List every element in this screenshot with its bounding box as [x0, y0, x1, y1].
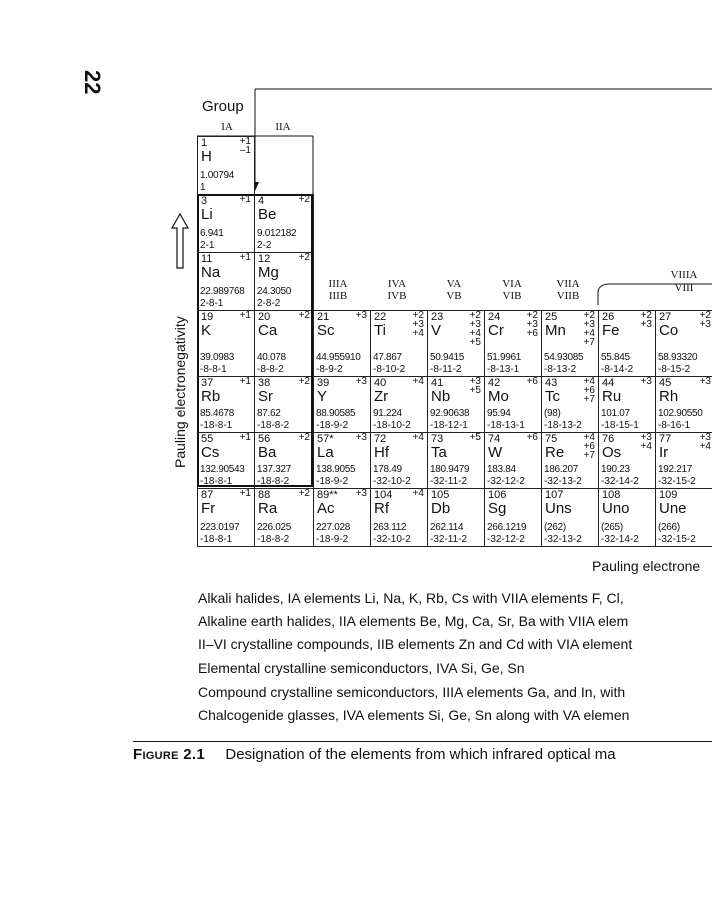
element-cell-mg — [254, 252, 314, 311]
oxidation-states: +3 +4 — [640, 432, 652, 452]
atomic-mass: 91.224 — [373, 408, 402, 419]
oxidation-states: +4 +6 +7 — [583, 432, 595, 461]
element-symbol: Na — [201, 264, 221, 281]
element-number: 77 — [659, 433, 672, 445]
element-symbol: Nb — [431, 388, 451, 405]
oxidation-states: +3 +4 — [699, 432, 711, 452]
atomic-mass: 138.9055 — [316, 464, 356, 475]
element-cell-ti — [370, 310, 428, 377]
atomic-mass: 9.012182 — [257, 228, 297, 239]
element-cell-rb — [197, 376, 255, 433]
group-VIB: VIB — [502, 290, 522, 302]
element-number: 42 — [488, 377, 501, 389]
electron-config: -8-13-2 — [544, 364, 577, 375]
oxidation-states: +3 — [355, 488, 367, 499]
element-cell-ba — [254, 432, 314, 489]
element-number: 75 — [545, 433, 558, 445]
figure-label: Figure 2.1 — [133, 746, 206, 763]
oxidation-states: +1 — [239, 432, 251, 443]
atomic-mass: 262.114 — [430, 522, 464, 533]
element-symbol: Zr — [374, 388, 389, 405]
element-number: 106 — [488, 489, 507, 501]
atomic-mass: 40.078 — [257, 352, 286, 363]
element-number: 41 — [431, 377, 444, 389]
element-symbol: Mg — [258, 264, 279, 281]
oxidation-states: +4 — [412, 432, 424, 443]
element-cell-ra — [254, 488, 314, 547]
element-cell-uns — [541, 488, 599, 547]
atomic-mass: 47.867 — [373, 352, 402, 363]
electron-config: -8-11-2 — [430, 364, 462, 375]
element-number: 12 — [258, 253, 271, 265]
electron-config: 2-1 — [200, 240, 215, 251]
atomic-mass: 54.93085 — [544, 352, 584, 363]
element-symbol: V — [431, 322, 442, 339]
element-symbol: Ba — [258, 444, 277, 461]
electron-config: 2-8-1 — [200, 298, 224, 309]
electron-config: -32-10-2 — [373, 534, 411, 545]
element-symbol: Rb — [201, 388, 221, 405]
element-symbol: Ca — [258, 322, 278, 339]
electron-config: -32-13-2 — [544, 476, 582, 487]
element-number: 37 — [201, 377, 214, 389]
atomic-mass: 95.94 — [487, 408, 511, 419]
group-VB: VB — [446, 290, 462, 302]
electron-config: -18-8-1 — [200, 534, 233, 545]
oxidation-states: +4 +6 +7 — [583, 376, 595, 405]
atomic-mass: 137.327 — [257, 464, 292, 475]
oxidation-states: +1 –1 — [239, 136, 251, 156]
caption-line-1: Alkali halides, IA elements Li, Na, K, Rb, Cs with VIIA elements F, Cl, — [198, 590, 624, 606]
atomic-mass: 39.0983 — [200, 352, 235, 363]
electron-config: -8-13-1 — [487, 364, 520, 375]
oxidation-states: +3 — [640, 376, 652, 387]
atomic-mass: 44.955910 — [316, 352, 361, 363]
element-symbol: Cs — [201, 444, 220, 461]
caption-line-4: Elemental crystalline semiconductors, IVA Si, Ge, Sn — [198, 660, 525, 676]
group-label: Group — [202, 98, 244, 115]
element-symbol: Rf — [374, 500, 389, 517]
group-IIA: IIA — [275, 121, 291, 133]
electron-config: -32-12-2 — [487, 476, 525, 487]
element-symbol: Ir — [659, 444, 669, 461]
electron-config: -8-16-1 — [658, 420, 691, 431]
element-number: 19 — [201, 311, 214, 323]
element-cell-fr — [197, 488, 255, 547]
element-symbol: Fe — [602, 322, 620, 339]
element-cell-li — [197, 194, 255, 253]
caption-line-5: Compound crystalline semiconductors, IIIA elements Ga, and In, with — [198, 684, 626, 700]
electron-config: 1 — [200, 182, 206, 193]
element-cell-uno — [598, 488, 656, 547]
element-cell-mo — [484, 376, 542, 433]
atomic-mass: (262) — [544, 522, 566, 533]
element-number: 43 — [545, 377, 558, 389]
element-number: 40 — [374, 377, 387, 389]
element-symbol: Hf — [374, 444, 389, 461]
element-cell-y — [313, 376, 371, 433]
element-number: 27 — [659, 311, 672, 323]
element-number: 87 — [201, 489, 214, 501]
caption-line-6: Chalcogenide glasses, IVA elements Si, Ge, Sn along with VA elemen — [198, 707, 630, 723]
atomic-mass: 22.989768 — [200, 286, 245, 297]
oxidation-states: +4 — [412, 376, 424, 387]
element-cell-k — [197, 310, 255, 377]
element-cell-h — [197, 136, 255, 195]
electron-config: -8-15-2 — [658, 364, 691, 375]
atomic-mass: 266.1219 — [487, 522, 527, 533]
oxidation-states: +2 — [298, 488, 310, 499]
element-cell-nb — [427, 376, 485, 433]
atomic-mass: 101.07 — [601, 408, 630, 419]
electron-config: -18-8-1 — [200, 476, 233, 487]
element-symbol: Os — [602, 444, 622, 461]
element-cell-v — [427, 310, 485, 377]
atomic-mass: 190.23 — [601, 464, 630, 475]
atomic-mass: 88.90585 — [316, 408, 356, 419]
group-VIA: VIA — [502, 278, 522, 290]
element-cell-rf — [370, 488, 428, 547]
atomic-mass: 132.90543 — [200, 464, 245, 475]
atomic-mass: (98) — [544, 408, 561, 419]
element-number: 23 — [431, 311, 444, 323]
element-number: 4 — [258, 195, 265, 207]
oxidation-states: +1 — [239, 376, 251, 387]
element-number: 105 — [431, 489, 450, 501]
element-number: 22 — [374, 311, 387, 323]
oxidation-states: +2 +3 +4 +7 — [583, 310, 595, 348]
atomic-mass: (266) — [658, 522, 680, 533]
electron-config: -32-12-2 — [487, 534, 525, 545]
atomic-mass: 6.941 — [200, 228, 224, 239]
element-number: 104 — [374, 489, 393, 501]
group-VIIA: VIIA — [556, 278, 580, 290]
electron-config: -18-9-2 — [316, 534, 349, 545]
group-IIIA: IIIA — [328, 278, 348, 290]
oxidation-states: +5 — [469, 432, 481, 443]
oxidation-states: +2 +3 +6 — [526, 310, 538, 339]
atomic-mass: 92.90638 — [430, 408, 470, 419]
oxidation-states: +1 — [239, 488, 251, 499]
element-symbol: Une — [659, 500, 687, 517]
element-symbol: Ti — [374, 322, 386, 339]
element-cell-sr — [254, 376, 314, 433]
oxidation-states: +2 +3 +4 — [412, 310, 424, 339]
oxidation-states: +3 +5 — [469, 376, 481, 396]
atomic-mass: 58.93320 — [658, 352, 698, 363]
element-number: 74 — [488, 433, 501, 445]
element-cell-fe — [598, 310, 656, 377]
oxidation-states: +3 — [699, 376, 711, 387]
element-number: 44 — [602, 377, 615, 389]
element-cell-cs — [197, 432, 255, 489]
element-cell-w — [484, 432, 542, 489]
oxidation-states: +6 — [526, 376, 538, 387]
electron-config: 2-8-2 — [257, 298, 281, 309]
element-number: 3 — [201, 195, 208, 207]
atomic-mass: 223.0197 — [200, 522, 240, 533]
electron-config: -8-9-2 — [316, 364, 343, 375]
element-cell-sc — [313, 310, 371, 377]
atomic-mass: 102.90550 — [658, 408, 703, 419]
element-symbol: Tc — [545, 388, 560, 405]
electron-config: -32-15-2 — [658, 476, 696, 487]
oxidation-states: +4 — [412, 488, 424, 499]
oxidation-states: +3 — [355, 310, 367, 321]
oxidation-states: +2 — [298, 432, 310, 443]
element-cell-ca — [254, 310, 314, 377]
element-symbol: Mn — [545, 322, 566, 339]
group-IA: IA — [221, 121, 233, 133]
element-symbol: W — [488, 444, 503, 461]
element-number: 109 — [659, 489, 678, 501]
element-cell-ru — [598, 376, 656, 433]
element-cell-os — [598, 432, 656, 489]
element-symbol: La — [317, 444, 334, 461]
group-VIIB: VIIB — [556, 290, 580, 302]
element-number: 21 — [317, 311, 330, 323]
atomic-mass: 226.025 — [257, 522, 292, 533]
group-IVB: IVB — [387, 290, 407, 302]
element-symbol: K — [201, 322, 212, 339]
group-IVA: IVA — [387, 278, 407, 290]
element-cell-db — [427, 488, 485, 547]
figure-text: Designation of the elements from which infrared optical ma — [225, 746, 616, 763]
oxidation-states: +2 +3 — [640, 310, 652, 330]
electron-config: -32-15-2 — [658, 534, 696, 545]
electron-config: -32-13-2 — [544, 534, 582, 545]
element-cell-co — [655, 310, 712, 377]
electron-config: -18-8-2 — [257, 534, 290, 545]
caption-line-3: II–VI crystalline compounds, IIB elements Zn and Cd with VIA element — [198, 636, 633, 652]
electron-config: -18-12-1 — [430, 420, 468, 431]
x-axis-label: Pauling electrone — [592, 558, 701, 574]
element-number: 57* — [317, 433, 334, 445]
atomic-mass: 192.217 — [658, 464, 693, 475]
atomic-mass: 24.3050 — [257, 286, 292, 297]
atomic-mass: (265) — [601, 522, 623, 533]
element-cell-hf — [370, 432, 428, 489]
element-symbol: Fr — [201, 500, 216, 517]
element-symbol: Y — [317, 388, 328, 405]
atomic-mass: 55.845 — [601, 352, 630, 363]
atomic-mass: 227.028 — [316, 522, 351, 533]
element-cell-na — [197, 252, 255, 311]
atomic-mass: 186.207 — [544, 464, 579, 475]
element-symbol: Sr — [258, 388, 273, 405]
element-symbol: Be — [258, 206, 277, 223]
electron-config: -32-14-2 — [601, 534, 639, 545]
element-number: 56 — [258, 433, 271, 445]
element-symbol: H — [201, 148, 212, 165]
electron-config: -18-9-2 — [316, 420, 349, 431]
element-cell-zr — [370, 376, 428, 433]
atomic-mass: 85.4678 — [200, 408, 235, 419]
oxidation-states: +3 — [355, 432, 367, 443]
oxidation-states: +2 — [298, 376, 310, 387]
element-number: 73 — [431, 433, 444, 445]
oxidation-states: +1 — [239, 310, 251, 321]
group-VA: VA — [446, 278, 462, 290]
element-number: 26 — [602, 311, 615, 323]
oxidation-states: +2 — [298, 252, 310, 263]
atomic-mass: 183.84 — [487, 464, 516, 475]
y-axis-label: Pauling electronegativity — [172, 316, 188, 468]
oxidation-states: +2 +3 +4 +5 — [469, 310, 481, 348]
atomic-mass: 1.00794 — [200, 170, 235, 181]
element-number: 45 — [659, 377, 672, 389]
atomic-mass: 180.9479 — [430, 464, 470, 475]
element-symbol: Re — [545, 444, 565, 461]
group-IIIB: IIIB — [328, 290, 348, 302]
element-number: 1 — [201, 137, 208, 149]
electron-config: -18-15-1 — [601, 420, 639, 431]
electron-config: -32-11-2 — [430, 476, 468, 487]
element-number: 24 — [488, 311, 501, 323]
element-symbol: Sg — [488, 500, 507, 517]
element-number: 38 — [258, 377, 271, 389]
element-number: 11 — [201, 253, 213, 265]
oxidation-states: +1 — [239, 194, 251, 205]
figure-caption — [133, 746, 616, 763]
element-number: 76 — [602, 433, 615, 445]
element-symbol: Ac — [317, 500, 335, 517]
element-number: 72 — [374, 433, 387, 445]
element-number: 88 — [258, 489, 271, 501]
electron-config: -18-13-2 — [544, 420, 582, 431]
electron-config: -8-8-1 — [200, 364, 227, 375]
element-cell-ir — [655, 432, 712, 489]
element-symbol: Rh — [659, 388, 679, 405]
group-VIII: VIII — [674, 282, 694, 294]
element-cell-re — [541, 432, 599, 489]
element-symbol: Uno — [602, 500, 630, 517]
element-symbol: Uns — [545, 500, 572, 517]
element-cell-cr — [484, 310, 542, 377]
element-cell-sg — [484, 488, 542, 547]
element-cell-tc — [541, 376, 599, 433]
element-number: 25 — [545, 311, 558, 323]
element-number: 108 — [602, 489, 621, 501]
oxidation-states: +2 — [298, 310, 310, 321]
element-number: 39 — [317, 377, 330, 389]
atomic-mass: 178.49 — [373, 464, 402, 475]
element-number: 20 — [258, 311, 271, 323]
element-number: 89** — [317, 489, 338, 501]
element-number: 55 — [201, 433, 214, 445]
element-cell-une — [655, 488, 712, 547]
element-cell-ac — [313, 488, 371, 547]
element-symbol: Ru — [602, 388, 622, 405]
electron-config: -8-14-2 — [601, 364, 634, 375]
caption-line-2: Alkaline earth halides, IIA elements Be, Mg, Ca, Sr, Ba with VIIA elem — [198, 613, 629, 629]
oxidation-states: +2 +3 — [699, 310, 711, 330]
oxidation-states: +2 — [298, 194, 310, 205]
element-number: 107 — [545, 489, 564, 501]
electron-config: -18-8-2 — [257, 420, 290, 431]
element-cell-ta — [427, 432, 485, 489]
electron-config: -32-10-2 — [373, 476, 411, 487]
element-cell-mn — [541, 310, 599, 377]
element-cell-be — [254, 194, 314, 253]
element-symbol: Ta — [431, 444, 447, 461]
electron-config: -8-10-2 — [373, 364, 406, 375]
oxidation-states: +3 — [355, 376, 367, 387]
element-symbol: Cr — [488, 322, 504, 339]
element-symbol: Ra — [258, 500, 278, 517]
element-symbol: Co — [659, 322, 679, 339]
atomic-mass: 87.62 — [257, 408, 281, 419]
page-number: 22 — [80, 70, 105, 95]
oxidation-states: +6 — [526, 432, 538, 443]
atomic-mass: 50.9415 — [430, 352, 465, 363]
electron-config: -32-11-2 — [430, 534, 468, 545]
atomic-mass: 263.112 — [373, 522, 407, 533]
caption-rule — [133, 741, 712, 742]
element-cell-la — [313, 432, 371, 489]
electron-config: -18-10-2 — [373, 420, 411, 431]
group-VIIIA: VIIIA — [662, 269, 706, 281]
element-symbol: Sc — [317, 322, 335, 339]
electron-config: -18-9-2 — [316, 476, 349, 487]
oxidation-states: +1 — [239, 252, 251, 263]
element-symbol: Db — [431, 500, 451, 517]
element-symbol: Li — [201, 206, 213, 223]
electron-config: -32-14-2 — [601, 476, 639, 487]
electron-config: -18-8-2 — [257, 476, 290, 487]
electron-config: 2-2 — [257, 240, 272, 251]
electron-config: -18-8-1 — [200, 420, 233, 431]
electron-config: -8-8-2 — [257, 364, 284, 375]
element-symbol: Mo — [488, 388, 509, 405]
atomic-mass: 51.9961 — [487, 352, 522, 363]
electron-config: -18-13-1 — [487, 420, 525, 431]
element-cell-rh — [655, 376, 712, 433]
